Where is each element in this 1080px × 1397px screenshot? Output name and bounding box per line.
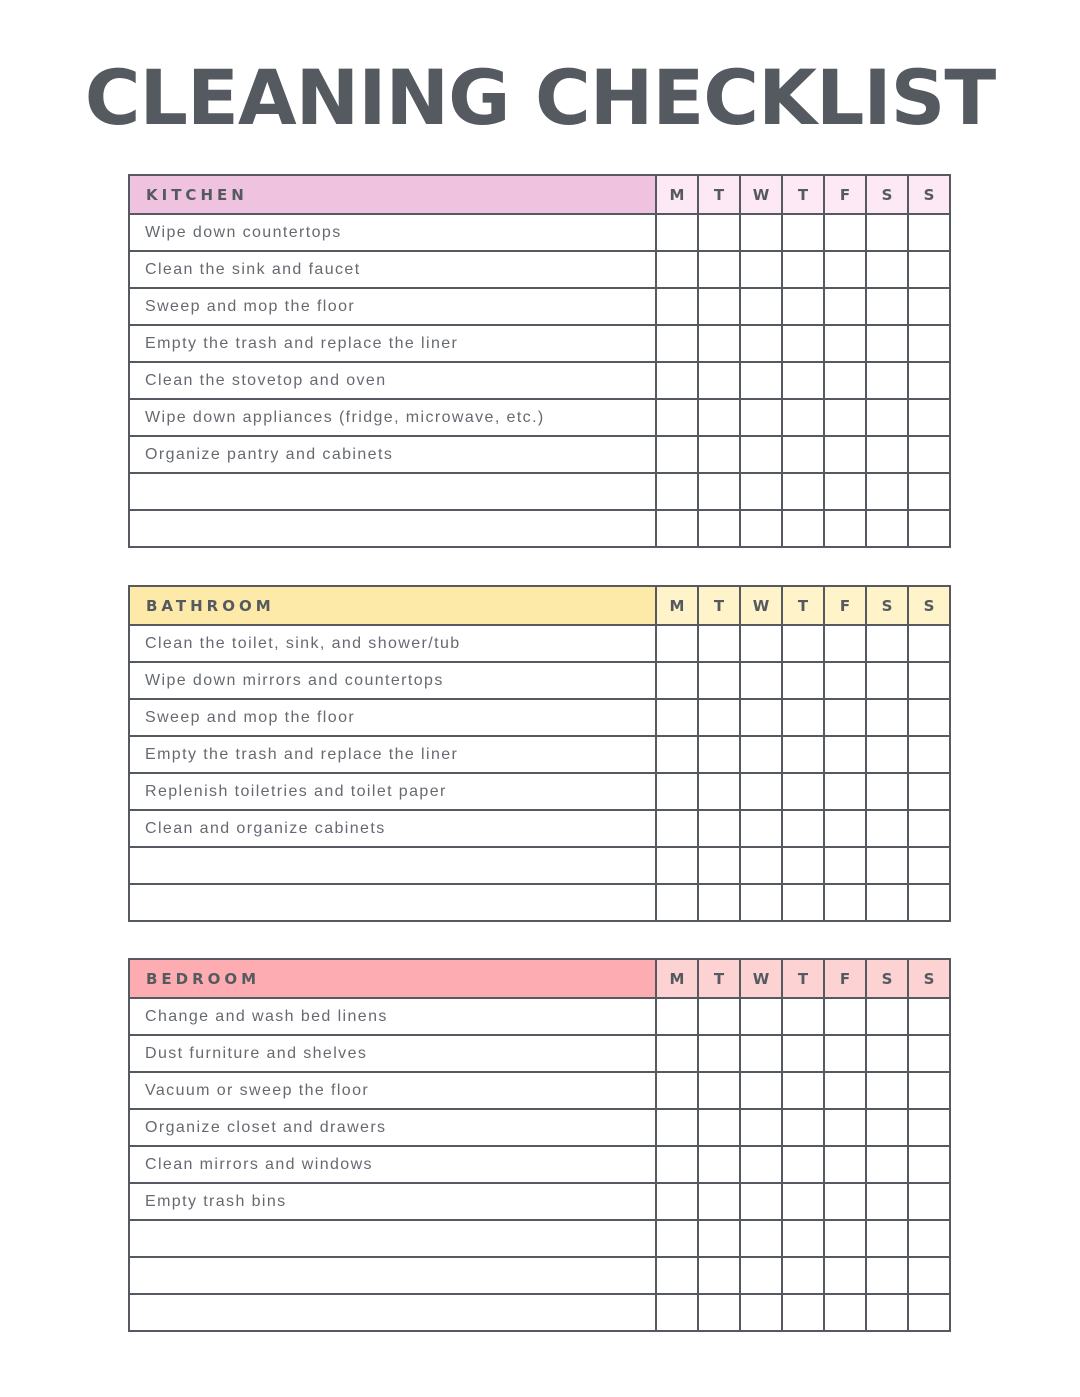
day-checkbox[interactable] [824, 884, 866, 921]
day-checkbox[interactable] [740, 773, 782, 810]
day-checkbox[interactable] [782, 473, 824, 510]
day-checkbox[interactable] [824, 1257, 866, 1294]
day-checkbox[interactable] [908, 288, 950, 325]
day-checkbox[interactable] [866, 1146, 908, 1183]
day-checkbox[interactable] [782, 510, 824, 547]
day-checkbox[interactable] [824, 736, 866, 773]
day-checkbox[interactable] [782, 662, 824, 699]
table-row [129, 662, 950, 699]
day-checkbox[interactable] [824, 1294, 866, 1331]
task-label: Sweep and mop the floor [129, 699, 656, 736]
day-header: F [824, 586, 866, 625]
day-header: M [656, 586, 698, 625]
day-checkbox[interactable] [740, 1220, 782, 1257]
day-checkbox[interactable] [782, 1146, 824, 1183]
day-checkbox[interactable] [740, 288, 782, 325]
day-checkbox[interactable] [782, 847, 824, 884]
day-checkbox[interactable] [866, 325, 908, 362]
page-title: CLEANING CHECKLIST [84, 53, 996, 142]
day-checkbox[interactable] [866, 510, 908, 547]
day-checkbox[interactable] [740, 998, 782, 1035]
day-checkbox[interactable] [782, 1257, 824, 1294]
section-title-bedroom: BEDROOM [129, 959, 656, 998]
day-checkbox[interactable] [866, 699, 908, 736]
day-checkbox[interactable] [908, 1035, 950, 1072]
day-checkbox[interactable] [824, 399, 866, 436]
day-checkbox[interactable] [656, 1109, 698, 1146]
task-label: Organize pantry and cabinets [129, 436, 656, 473]
day-checkbox[interactable] [866, 1072, 908, 1109]
day-header: F [824, 175, 866, 214]
kitchen-checklist-table [128, 174, 951, 548]
day-checkbox[interactable] [656, 625, 698, 662]
blank-task-line [129, 884, 656, 921]
day-checkbox[interactable] [656, 1294, 698, 1331]
day-checkbox[interactable] [866, 473, 908, 510]
day-checkbox[interactable] [866, 662, 908, 699]
day-header: S [866, 959, 908, 998]
day-checkbox[interactable] [782, 436, 824, 473]
day-checkbox[interactable] [824, 662, 866, 699]
table-row [129, 884, 950, 921]
day-checkbox[interactable] [908, 736, 950, 773]
day-checkbox[interactable] [866, 399, 908, 436]
task-label: Clean the toilet, sink, and shower/tub [129, 625, 656, 662]
day-checkbox[interactable] [698, 847, 740, 884]
day-checkbox[interactable] [698, 1294, 740, 1331]
day-checkbox[interactable] [698, 473, 740, 510]
day-checkbox[interactable] [698, 362, 740, 399]
day-checkbox[interactable] [782, 1109, 824, 1146]
day-checkbox[interactable] [740, 325, 782, 362]
table-row [129, 847, 950, 884]
bedroom-checklist-table [128, 958, 951, 1332]
day-checkbox[interactable] [824, 510, 866, 547]
day-checkbox[interactable] [908, 325, 950, 362]
day-checkbox[interactable] [824, 1183, 866, 1220]
day-checkbox[interactable] [740, 1035, 782, 1072]
day-header: S [866, 175, 908, 214]
table-row [129, 473, 950, 510]
task-label: Clean mirrors and windows [129, 1146, 656, 1183]
day-checkbox[interactable] [866, 810, 908, 847]
day-checkbox[interactable] [698, 214, 740, 251]
task-label: Empty the trash and replace the liner [129, 736, 656, 773]
day-checkbox[interactable] [908, 847, 950, 884]
day-checkbox[interactable] [698, 810, 740, 847]
table-row [129, 1035, 950, 1072]
day-checkbox[interactable] [866, 1220, 908, 1257]
table-row [129, 362, 950, 399]
day-checkbox[interactable] [698, 1146, 740, 1183]
table-row [129, 399, 950, 436]
day-checkbox[interactable] [698, 288, 740, 325]
day-checkbox[interactable] [782, 1072, 824, 1109]
day-checkbox[interactable] [740, 362, 782, 399]
day-checkbox[interactable] [656, 884, 698, 921]
day-checkbox[interactable] [656, 1146, 698, 1183]
day-header: M [656, 175, 698, 214]
day-checkbox[interactable] [740, 1072, 782, 1109]
day-checkbox[interactable] [740, 1109, 782, 1146]
day-checkbox[interactable] [740, 510, 782, 547]
day-checkbox[interactable] [824, 1072, 866, 1109]
task-label: Sweep and mop the floor [129, 288, 656, 325]
day-checkbox[interactable] [866, 288, 908, 325]
day-checkbox[interactable] [740, 1146, 782, 1183]
blank-task-line [129, 473, 656, 510]
day-checkbox[interactable] [908, 1257, 950, 1294]
table-row [129, 1220, 950, 1257]
day-checkbox[interactable] [782, 1183, 824, 1220]
day-checkbox[interactable] [740, 436, 782, 473]
day-checkbox[interactable] [740, 1183, 782, 1220]
task-label: Change and wash bed linens [129, 998, 656, 1035]
day-checkbox[interactable] [782, 1294, 824, 1331]
day-checkbox[interactable] [698, 625, 740, 662]
day-checkbox[interactable] [908, 1183, 950, 1220]
day-checkbox[interactable] [908, 473, 950, 510]
bathroom-checklist-table [128, 585, 951, 922]
day-checkbox[interactable] [656, 362, 698, 399]
day-checkbox[interactable] [656, 847, 698, 884]
day-checkbox[interactable] [740, 847, 782, 884]
day-checkbox[interactable] [740, 399, 782, 436]
day-checkbox[interactable] [656, 399, 698, 436]
day-checkbox[interactable] [656, 699, 698, 736]
day-checkbox[interactable] [698, 399, 740, 436]
blank-task-line [129, 847, 656, 884]
day-checkbox[interactable] [656, 325, 698, 362]
day-checkbox[interactable] [698, 1072, 740, 1109]
day-header: T [698, 586, 740, 625]
day-checkbox[interactable] [866, 998, 908, 1035]
day-checkbox[interactable] [866, 773, 908, 810]
day-checkbox[interactable] [908, 362, 950, 399]
table-row [129, 1146, 950, 1183]
day-checkbox[interactable] [656, 1035, 698, 1072]
day-checkbox[interactable] [824, 288, 866, 325]
table-row [129, 773, 950, 810]
day-checkbox[interactable] [908, 884, 950, 921]
day-checkbox[interactable] [824, 1035, 866, 1072]
day-header: T [782, 586, 824, 625]
day-checkbox[interactable] [698, 662, 740, 699]
day-checkbox[interactable] [866, 436, 908, 473]
day-header: S [908, 959, 950, 998]
day-checkbox[interactable] [824, 773, 866, 810]
day-checkbox[interactable] [656, 998, 698, 1035]
bedroom-header-row [129, 959, 950, 998]
blank-task-line [129, 510, 656, 547]
day-checkbox[interactable] [824, 1146, 866, 1183]
day-checkbox[interactable] [656, 251, 698, 288]
day-checkbox[interactable] [740, 736, 782, 773]
day-checkbox[interactable] [908, 1220, 950, 1257]
task-label: Wipe down mirrors and countertops [129, 662, 656, 699]
day-checkbox[interactable] [656, 436, 698, 473]
bathroom-header-row [129, 586, 950, 625]
day-checkbox[interactable] [866, 884, 908, 921]
day-checkbox[interactable] [656, 1257, 698, 1294]
day-checkbox[interactable] [656, 810, 698, 847]
table-row [129, 625, 950, 662]
day-checkbox[interactable] [782, 699, 824, 736]
day-checkbox[interactable] [908, 1146, 950, 1183]
day-checkbox[interactable] [824, 436, 866, 473]
day-checkbox[interactable] [908, 998, 950, 1035]
task-label: Clean the stovetop and oven [129, 362, 656, 399]
table-row [129, 325, 950, 362]
table-row [129, 436, 950, 473]
day-checkbox[interactable] [698, 325, 740, 362]
day-checkbox[interactable] [656, 214, 698, 251]
day-checkbox[interactable] [698, 773, 740, 810]
day-checkbox[interactable] [656, 1183, 698, 1220]
day-checkbox[interactable] [782, 288, 824, 325]
day-checkbox[interactable] [740, 1294, 782, 1331]
day-checkbox[interactable] [782, 810, 824, 847]
table-row [129, 699, 950, 736]
day-checkbox[interactable] [782, 251, 824, 288]
day-checkbox[interactable] [824, 214, 866, 251]
table-row [129, 214, 950, 251]
task-label: Replenish toiletries and toilet paper [129, 773, 656, 810]
day-checkbox[interactable] [908, 662, 950, 699]
task-label: Empty trash bins [129, 1183, 656, 1220]
day-checkbox[interactable] [698, 436, 740, 473]
day-checkbox[interactable] [908, 773, 950, 810]
day-checkbox[interactable] [656, 1072, 698, 1109]
task-label: Dust furniture and shelves [129, 1035, 656, 1072]
day-checkbox[interactable] [656, 288, 698, 325]
kitchen-header-row [129, 175, 950, 214]
day-header: S [908, 175, 950, 214]
day-checkbox[interactable] [824, 251, 866, 288]
day-checkbox[interactable] [698, 1257, 740, 1294]
day-checkbox[interactable] [866, 1257, 908, 1294]
day-header: T [698, 959, 740, 998]
day-checkbox[interactable] [698, 1035, 740, 1072]
day-checkbox[interactable] [656, 1220, 698, 1257]
day-checkbox[interactable] [656, 662, 698, 699]
task-label: Wipe down appliances (fridge, microwave, etc.) [129, 399, 656, 436]
task-label: Vacuum or sweep the floor [129, 1072, 656, 1109]
day-checkbox[interactable] [908, 699, 950, 736]
day-checkbox[interactable] [866, 362, 908, 399]
day-checkbox[interactable] [698, 884, 740, 921]
day-header: T [782, 959, 824, 998]
day-checkbox[interactable] [740, 1257, 782, 1294]
day-header: W [740, 175, 782, 214]
task-label: Wipe down countertops [129, 214, 656, 251]
day-checkbox[interactable] [740, 214, 782, 251]
table-row [129, 998, 950, 1035]
day-checkbox[interactable] [656, 510, 698, 547]
day-checkbox[interactable] [698, 998, 740, 1035]
day-checkbox[interactable] [740, 473, 782, 510]
day-checkbox[interactable] [740, 884, 782, 921]
day-checkbox[interactable] [740, 625, 782, 662]
day-header: W [740, 586, 782, 625]
day-checkbox[interactable] [866, 625, 908, 662]
day-checkbox[interactable] [698, 251, 740, 288]
day-checkbox[interactable] [782, 214, 824, 251]
day-header: W [740, 959, 782, 998]
day-checkbox[interactable] [782, 1220, 824, 1257]
table-row [129, 510, 950, 547]
day-checkbox[interactable] [908, 1294, 950, 1331]
table-row [129, 1072, 950, 1109]
day-checkbox[interactable] [782, 625, 824, 662]
day-checkbox[interactable] [908, 510, 950, 547]
table-row [129, 251, 950, 288]
blank-task-line [129, 1257, 656, 1294]
day-checkbox[interactable] [824, 473, 866, 510]
day-checkbox[interactable] [824, 847, 866, 884]
day-checkbox[interactable] [824, 810, 866, 847]
day-checkbox[interactable] [908, 251, 950, 288]
day-checkbox[interactable] [740, 810, 782, 847]
day-checkbox[interactable] [656, 473, 698, 510]
day-checkbox[interactable] [824, 1109, 866, 1146]
day-header: S [866, 586, 908, 625]
table-row [129, 1257, 950, 1294]
day-checkbox[interactable] [908, 399, 950, 436]
day-checkbox[interactable] [824, 998, 866, 1035]
day-checkbox[interactable] [908, 810, 950, 847]
day-checkbox[interactable] [782, 736, 824, 773]
day-checkbox[interactable] [908, 625, 950, 662]
section-title-kitchen: KITCHEN [129, 175, 656, 214]
day-header: S [908, 586, 950, 625]
task-label: Clean the sink and faucet [129, 251, 656, 288]
day-header: M [656, 959, 698, 998]
day-checkbox[interactable] [782, 998, 824, 1035]
day-checkbox[interactable] [866, 847, 908, 884]
table-row [129, 736, 950, 773]
day-header: T [698, 175, 740, 214]
day-checkbox[interactable] [824, 325, 866, 362]
day-checkbox[interactable] [782, 884, 824, 921]
day-checkbox[interactable] [656, 773, 698, 810]
section-title-bathroom: BATHROOM [129, 586, 656, 625]
day-checkbox[interactable] [698, 699, 740, 736]
day-checkbox[interactable] [782, 1035, 824, 1072]
day-checkbox[interactable] [824, 362, 866, 399]
day-checkbox[interactable] [866, 251, 908, 288]
day-checkbox[interactable] [908, 1109, 950, 1146]
blank-task-line [129, 1294, 656, 1331]
table-row [129, 1109, 950, 1146]
day-checkbox[interactable] [698, 1220, 740, 1257]
day-header: F [824, 959, 866, 998]
task-label: Organize closet and drawers [129, 1109, 656, 1146]
day-checkbox[interactable] [824, 699, 866, 736]
day-checkbox[interactable] [782, 325, 824, 362]
day-checkbox[interactable] [908, 1072, 950, 1109]
blank-task-line [129, 1220, 656, 1257]
day-checkbox[interactable] [908, 436, 950, 473]
day-checkbox[interactable] [866, 1183, 908, 1220]
day-checkbox[interactable] [740, 699, 782, 736]
day-checkbox[interactable] [824, 625, 866, 662]
day-checkbox[interactable] [740, 251, 782, 288]
day-checkbox[interactable] [866, 1035, 908, 1072]
task-label: Clean and organize cabinets [129, 810, 656, 847]
task-label: Empty the trash and replace the liner [129, 325, 656, 362]
day-checkbox[interactable] [698, 736, 740, 773]
table-row [129, 288, 950, 325]
table-row [129, 1294, 950, 1331]
day-checkbox[interactable] [866, 736, 908, 773]
day-checkbox[interactable] [782, 399, 824, 436]
day-header: T [782, 175, 824, 214]
day-checkbox[interactable] [782, 773, 824, 810]
table-row [129, 810, 950, 847]
day-checkbox[interactable] [866, 214, 908, 251]
day-checkbox[interactable] [740, 662, 782, 699]
day-checkbox[interactable] [866, 1109, 908, 1146]
day-checkbox[interactable] [782, 362, 824, 399]
day-checkbox[interactable] [824, 1220, 866, 1257]
table-row [129, 1183, 950, 1220]
day-checkbox[interactable] [698, 510, 740, 547]
day-checkbox[interactable] [908, 214, 950, 251]
day-checkbox[interactable] [656, 736, 698, 773]
day-checkbox[interactable] [698, 1183, 740, 1220]
day-checkbox[interactable] [866, 1294, 908, 1331]
day-checkbox[interactable] [698, 1109, 740, 1146]
